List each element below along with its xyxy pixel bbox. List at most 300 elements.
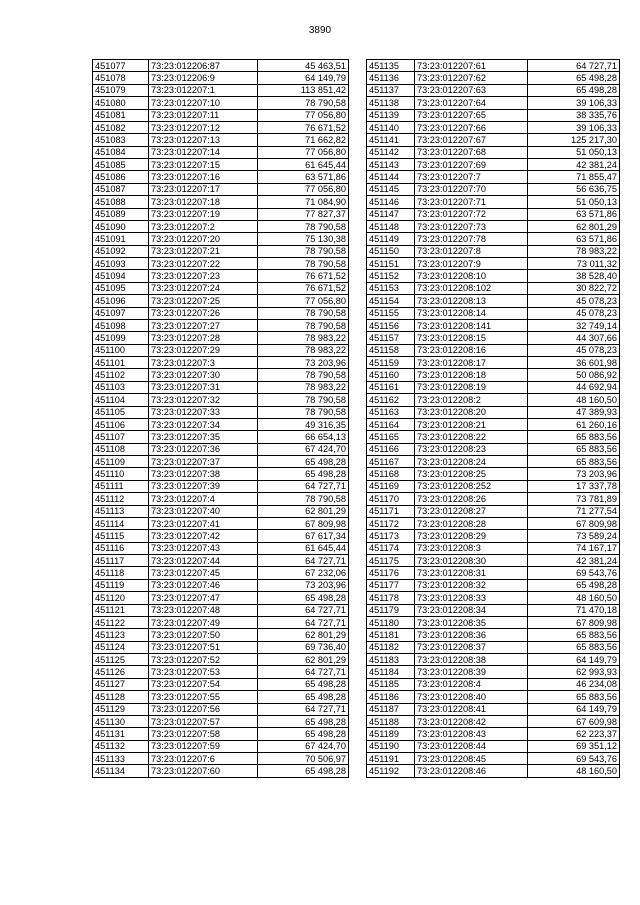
cadastral-number-cell: 73:23:012208:36 (415, 629, 528, 641)
table-row (93, 567, 349, 579)
record-number-cell: 451100 (93, 344, 149, 356)
value-cell: 65 498,28 (258, 468, 349, 480)
value-cell: 73 781,89 (528, 493, 620, 505)
cadastral-number-cell: 73:23:012207:17 (149, 183, 258, 195)
record-number-cell: 451099 (93, 332, 149, 344)
cadastral-number-cell: 73:23:012207:41 (149, 517, 258, 529)
value-cell: 78 790,58 (258, 245, 349, 257)
cadastral-number-cell: 73:23:012207:63 (415, 84, 528, 96)
table-row (93, 703, 349, 715)
record-number-cell: 451188 (367, 715, 415, 727)
cadastral-number-cell: 73:23:012207:52 (149, 654, 258, 666)
value-cell: 63 571,86 (528, 208, 620, 220)
record-number-cell: 451084 (93, 146, 149, 158)
value-cell: 64 727,71 (258, 480, 349, 492)
value-cell: 73 203,96 (258, 579, 349, 591)
table-row (93, 505, 349, 517)
table-row (367, 654, 620, 666)
cadastral-number-cell: 73:23:012207:53 (149, 666, 258, 678)
cadastral-number-cell: 73:23:012208:26 (415, 493, 528, 505)
cadastral-number-cell: 73:23:012207:33 (149, 406, 258, 418)
record-number-cell: 451131 (93, 728, 149, 740)
value-cell: 65 498,28 (258, 765, 349, 777)
table-row (367, 456, 620, 468)
cadastral-number-cell: 73:23:012208:14 (415, 307, 528, 319)
table-row (367, 418, 620, 430)
record-number-cell: 451086 (93, 171, 149, 183)
cadastral-number-cell: 73:23:012208:43 (415, 728, 528, 740)
value-cell: 69 351,12 (528, 740, 620, 752)
table-row (367, 753, 620, 765)
table-row (93, 406, 349, 418)
record-number-cell: 451089 (93, 208, 149, 220)
cadastral-number-cell: 73:23:012207:70 (415, 183, 528, 195)
value-cell: 64 727,71 (258, 555, 349, 567)
cadastral-number-cell: 73:23:012207:56 (149, 703, 258, 715)
table-row (93, 740, 349, 752)
cadastral-number-cell: 73:23:012207:44 (149, 555, 258, 567)
record-number-cell: 451096 (93, 295, 149, 307)
cadastral-number-cell: 73:23:012207:64 (415, 97, 528, 109)
cadastral-number-cell: 73:23:012208:42 (415, 715, 528, 727)
table-row (93, 369, 349, 381)
value-cell: 64 727,71 (258, 616, 349, 628)
value-cell: 76 671,52 (258, 121, 349, 133)
value-cell: 65 883,56 (528, 629, 620, 641)
value-cell: 65 883,56 (528, 443, 620, 455)
table-row (93, 691, 349, 703)
table-row (367, 270, 620, 282)
registry-table-left (92, 59, 349, 778)
cadastral-number-cell: 73:23:012207:18 (149, 196, 258, 208)
cadastral-number-cell: 73:23:012207:29 (149, 344, 258, 356)
table-row (367, 258, 620, 270)
value-cell: 48 160,50 (528, 765, 620, 777)
cadastral-number-cell: 73:23:012207:28 (149, 332, 258, 344)
cadastral-number-cell: 73:23:012207:30 (149, 369, 258, 381)
value-cell: 67 809,98 (528, 517, 620, 529)
value-cell: 47 389,93 (528, 406, 620, 418)
registry-table-right (366, 59, 620, 778)
record-number-cell: 451135 (367, 60, 415, 72)
table-row (93, 270, 349, 282)
value-cell: 39 106,33 (528, 121, 620, 133)
value-cell: 17 337,78 (528, 480, 620, 492)
record-number-cell: 451120 (93, 592, 149, 604)
table-row (93, 171, 349, 183)
value-cell: 45 078,23 (528, 295, 620, 307)
value-cell: 76 671,52 (258, 270, 349, 282)
value-cell: 78 790,58 (258, 394, 349, 406)
value-cell: 61 260,16 (528, 418, 620, 430)
value-cell: 78 790,58 (258, 258, 349, 270)
cadastral-number-cell: 73:23:012207:9 (415, 258, 528, 270)
record-number-cell: 451162 (367, 394, 415, 406)
record-number-cell: 451175 (367, 555, 415, 567)
cadastral-number-cell: 73:23:012207:21 (149, 245, 258, 257)
cadastral-number-cell: 73:23:012208:24 (415, 456, 528, 468)
value-cell: 65 883,56 (528, 691, 620, 703)
value-cell: 69 736,40 (258, 641, 349, 653)
table-row (93, 418, 349, 430)
value-cell: 62 801,29 (258, 654, 349, 666)
table-row (367, 245, 620, 257)
record-number-cell: 451132 (93, 740, 149, 752)
table-row (93, 159, 349, 171)
record-number-cell: 451125 (93, 654, 149, 666)
value-cell: 65 498,28 (258, 456, 349, 468)
record-number-cell: 451146 (367, 196, 415, 208)
record-number-cell: 451184 (367, 666, 415, 678)
record-number-cell: 451114 (93, 517, 149, 529)
record-number-cell: 451077 (93, 60, 149, 72)
value-cell: 63 571,86 (528, 233, 620, 245)
value-cell: 65 498,28 (528, 579, 620, 591)
cadastral-number-cell: 73:23:012208:31 (415, 567, 528, 579)
value-cell: 65 498,28 (258, 715, 349, 727)
value-cell: 64 727,71 (258, 604, 349, 616)
value-cell: 70 506,97 (258, 753, 349, 765)
value-cell: 78 983,22 (258, 332, 349, 344)
value-cell: 66 654,13 (258, 431, 349, 443)
table-row (93, 258, 349, 270)
cadastral-number-cell: 73:23:012208:17 (415, 357, 528, 369)
cadastral-number-cell: 73:23:012207:4 (149, 493, 258, 505)
record-number-cell: 451088 (93, 196, 149, 208)
table-row (367, 530, 620, 542)
cadastral-number-cell: 73:23:012207:67 (415, 134, 528, 146)
table-row (93, 456, 349, 468)
record-number-cell: 451124 (93, 641, 149, 653)
cadastral-number-cell: 73:23:012207:24 (149, 282, 258, 294)
cadastral-number-cell: 73:23:012207:40 (149, 505, 258, 517)
table-row (367, 468, 620, 480)
value-cell: 67 809,98 (258, 517, 349, 529)
value-cell: 32 749,14 (528, 319, 620, 331)
record-number-cell: 451167 (367, 456, 415, 468)
value-cell: 46 234,08 (528, 678, 620, 690)
cadastral-number-cell: 73:23:012206:87 (149, 60, 258, 72)
record-number-cell: 451185 (367, 678, 415, 690)
record-number-cell: 451087 (93, 183, 149, 195)
value-cell: 51 050,13 (528, 196, 620, 208)
table-row (367, 443, 620, 455)
value-cell: 65 883,56 (528, 641, 620, 653)
table-row (93, 295, 349, 307)
record-number-cell: 451192 (367, 765, 415, 777)
cadastral-number-cell: 73:23:012208:4 (415, 678, 528, 690)
table-row (93, 443, 349, 455)
value-cell: 71 084,90 (258, 196, 349, 208)
cadastral-number-cell: 73:23:012207:39 (149, 480, 258, 492)
record-number-cell: 451101 (93, 357, 149, 369)
record-number-cell: 451173 (367, 530, 415, 542)
cadastral-number-cell: 73:23:012207:14 (149, 146, 258, 158)
cadastral-number-cell: 73:23:012207:16 (149, 171, 258, 183)
cadastral-number-cell: 73:23:012207:54 (149, 678, 258, 690)
cadastral-number-cell: 73:23:012208:19 (415, 381, 528, 393)
record-number-cell: 451085 (93, 159, 149, 171)
record-number-cell: 451105 (93, 406, 149, 418)
value-cell: 71 470,18 (528, 604, 620, 616)
record-number-cell: 451147 (367, 208, 415, 220)
cadastral-number-cell: 73:23:012208:16 (415, 344, 528, 356)
record-number-cell: 451113 (93, 505, 149, 517)
record-number-cell: 451097 (93, 307, 149, 319)
table-row (93, 493, 349, 505)
table-row (367, 517, 620, 529)
record-number-cell: 451144 (367, 171, 415, 183)
value-cell: 77 056,80 (258, 146, 349, 158)
table-row (367, 592, 620, 604)
table-row (93, 307, 349, 319)
table-row (367, 394, 620, 406)
record-number-cell: 451117 (93, 555, 149, 567)
cadastral-number-cell: 73:23:012207:23 (149, 270, 258, 282)
table-row (93, 530, 349, 542)
cadastral-number-cell: 73:23:012207:43 (149, 542, 258, 554)
record-number-cell: 451141 (367, 134, 415, 146)
table-row (93, 480, 349, 492)
table-row (93, 468, 349, 480)
value-cell: 67 424,70 (258, 740, 349, 752)
value-cell: 73 203,96 (528, 468, 620, 480)
record-number-cell: 451121 (93, 604, 149, 616)
table-row (93, 394, 349, 406)
cadastral-number-cell: 73:23:012207:2 (149, 220, 258, 232)
record-number-cell: 451139 (367, 109, 415, 121)
value-cell: 78 790,58 (258, 319, 349, 331)
cadastral-number-cell: 73:23:012208:21 (415, 418, 528, 430)
cadastral-number-cell: 73:23:012207:13 (149, 134, 258, 146)
record-number-cell: 451138 (367, 97, 415, 109)
value-cell: 42 381,24 (528, 555, 620, 567)
cadastral-number-cell: 73:23:012208:102 (415, 282, 528, 294)
record-number-cell: 451190 (367, 740, 415, 752)
record-number-cell: 451169 (367, 480, 415, 492)
table-row (93, 233, 349, 245)
value-cell: 49 316,35 (258, 418, 349, 430)
table-row (93, 616, 349, 628)
value-cell: 73 589,24 (528, 530, 620, 542)
table-row (93, 629, 349, 641)
value-cell: 65 498,28 (528, 84, 620, 96)
record-number-cell: 451154 (367, 295, 415, 307)
value-cell: 78 790,58 (258, 369, 349, 381)
value-cell: 62 993,93 (528, 666, 620, 678)
record-number-cell: 451107 (93, 431, 149, 443)
cadastral-number-cell: 73:23:012208:35 (415, 616, 528, 628)
value-cell: 38 528,40 (528, 270, 620, 282)
cadastral-number-cell: 73:23:012208:46 (415, 765, 528, 777)
value-cell: 77 056,80 (258, 109, 349, 121)
record-number-cell: 451152 (367, 270, 415, 282)
record-number-cell: 451130 (93, 715, 149, 727)
cadastral-number-cell: 73:23:012207:46 (149, 579, 258, 591)
record-number-cell: 451150 (367, 245, 415, 257)
record-number-cell: 451171 (367, 505, 415, 517)
cadastral-number-cell: 73:23:012207:10 (149, 97, 258, 109)
table-row (367, 678, 620, 690)
value-cell: 76 671,52 (258, 282, 349, 294)
cadastral-number-cell: 73:23:012207:65 (415, 109, 528, 121)
cadastral-number-cell: 73:23:012207:51 (149, 641, 258, 653)
table-row (93, 183, 349, 195)
table-row (93, 332, 349, 344)
cadastral-number-cell: 73:23:012207:48 (149, 604, 258, 616)
cadastral-number-cell: 73:23:012207:55 (149, 691, 258, 703)
value-cell: 78 790,58 (258, 97, 349, 109)
cadastral-number-cell: 73:23:012208:39 (415, 666, 528, 678)
cadastral-number-cell: 73:23:012208:29 (415, 530, 528, 542)
value-cell: 71 277,54 (528, 505, 620, 517)
value-cell: 39 106,33 (528, 97, 620, 109)
table-row (367, 183, 620, 195)
value-cell: 67 617,34 (258, 530, 349, 542)
cadastral-number-cell: 73:23:012208:22 (415, 431, 528, 443)
table-row (367, 666, 620, 678)
record-number-cell: 451160 (367, 369, 415, 381)
record-number-cell: 451158 (367, 344, 415, 356)
cadastral-number-cell: 73:23:012207:60 (149, 765, 258, 777)
record-number-cell: 451177 (367, 579, 415, 591)
table-row (367, 765, 620, 777)
table-row (93, 715, 349, 727)
table-row (367, 72, 620, 84)
cadastral-number-cell: 73:23:012208:40 (415, 691, 528, 703)
value-cell: 113 851,42 (258, 84, 349, 96)
table-row (367, 604, 620, 616)
record-number-cell: 451115 (93, 530, 149, 542)
record-number-cell: 451109 (93, 456, 149, 468)
record-number-cell: 451149 (367, 233, 415, 245)
value-cell: 44 692,94 (528, 381, 620, 393)
table-row (367, 629, 620, 641)
table-row (367, 641, 620, 653)
value-cell: 62 801,29 (528, 220, 620, 232)
table-row (367, 332, 620, 344)
cadastral-number-cell: 73:23:012207:31 (149, 381, 258, 393)
record-number-cell: 451118 (93, 567, 149, 579)
value-cell: 65 498,28 (258, 691, 349, 703)
value-cell: 67 609,98 (528, 715, 620, 727)
value-cell: 51 050,13 (528, 146, 620, 158)
cadastral-number-cell: 73:23:012207:61 (415, 60, 528, 72)
record-number-cell: 451108 (93, 443, 149, 455)
cadastral-number-cell: 73:23:012207:22 (149, 258, 258, 270)
record-number-cell: 451179 (367, 604, 415, 616)
record-number-cell: 451145 (367, 183, 415, 195)
table-row (93, 555, 349, 567)
cadastral-number-cell: 73:23:012207:8 (415, 245, 528, 257)
value-cell: 64 149,79 (258, 72, 349, 84)
record-number-cell: 451090 (93, 220, 149, 232)
table-row (93, 319, 349, 331)
table-row (367, 121, 620, 133)
table-row (367, 196, 620, 208)
table-row (93, 97, 349, 109)
table-row (93, 109, 349, 121)
cadastral-number-cell: 73:23:012207:73 (415, 220, 528, 232)
record-number-cell: 451119 (93, 579, 149, 591)
table-row (93, 146, 349, 158)
value-cell: 78 790,58 (258, 406, 349, 418)
cadastral-number-cell: 73:23:012208:252 (415, 480, 528, 492)
value-cell: 42 381,24 (528, 159, 620, 171)
value-cell: 64 149,79 (528, 703, 620, 715)
cadastral-number-cell: 73:23:012207:32 (149, 394, 258, 406)
record-number-cell: 451191 (367, 753, 415, 765)
cadastral-number-cell: 73:23:012207:7 (415, 171, 528, 183)
value-cell: 63 571,86 (258, 171, 349, 183)
cadastral-number-cell: 73:23:012207:57 (149, 715, 258, 727)
value-cell: 45 078,23 (528, 307, 620, 319)
table-row (367, 715, 620, 727)
record-number-cell: 451181 (367, 629, 415, 641)
cadastral-number-cell: 73:23:012207:45 (149, 567, 258, 579)
cadastral-number-cell: 73:23:012208:2 (415, 394, 528, 406)
table-row (367, 728, 620, 740)
record-number-cell: 451180 (367, 616, 415, 628)
table-row (367, 208, 620, 220)
table-row (367, 146, 620, 158)
table-row (93, 72, 349, 84)
cadastral-number-cell: 73:23:012208:15 (415, 332, 528, 344)
table-row (367, 381, 620, 393)
value-cell: 65 883,56 (528, 431, 620, 443)
table-row (367, 555, 620, 567)
value-cell: 61 645,44 (258, 542, 349, 554)
cadastral-number-cell: 73:23:012208:37 (415, 641, 528, 653)
record-number-cell: 451187 (367, 703, 415, 715)
table-row (93, 84, 349, 96)
table-row (367, 493, 620, 505)
record-number-cell: 451182 (367, 641, 415, 653)
record-number-cell: 451129 (93, 703, 149, 715)
record-number-cell: 451122 (93, 616, 149, 628)
cadastral-number-cell: 73:23:012207:20 (149, 233, 258, 245)
record-number-cell: 451156 (367, 319, 415, 331)
table-row (93, 282, 349, 294)
value-cell: 69 543,76 (528, 567, 620, 579)
table-row (367, 220, 620, 232)
value-cell: 65 498,28 (258, 592, 349, 604)
record-number-cell: 451166 (367, 443, 415, 455)
table-row (93, 728, 349, 740)
cadastral-number-cell: 73:23:012207:71 (415, 196, 528, 208)
value-cell: 62 223,37 (528, 728, 620, 740)
value-cell: 78 983,22 (258, 381, 349, 393)
record-number-cell: 451165 (367, 431, 415, 443)
cadastral-number-cell: 73:23:012208:34 (415, 604, 528, 616)
value-cell: 77 056,80 (258, 295, 349, 307)
table-row (93, 208, 349, 220)
table-row (93, 196, 349, 208)
cadastral-number-cell: 73:23:012207:78 (415, 233, 528, 245)
cadastral-number-cell: 73:23:012208:3 (415, 542, 528, 554)
record-number-cell: 451151 (367, 258, 415, 270)
record-number-cell: 451112 (93, 493, 149, 505)
value-cell: 77 827,37 (258, 208, 349, 220)
cadastral-number-cell: 73:23:012207:47 (149, 592, 258, 604)
cadastral-number-cell: 73:23:012208:44 (415, 740, 528, 752)
table-row (367, 703, 620, 715)
cadastral-number-cell: 73:23:012207:36 (149, 443, 258, 455)
value-cell: 78 983,22 (528, 245, 620, 257)
record-number-cell: 451157 (367, 332, 415, 344)
table-row (367, 480, 620, 492)
value-cell: 64 727,71 (258, 666, 349, 678)
